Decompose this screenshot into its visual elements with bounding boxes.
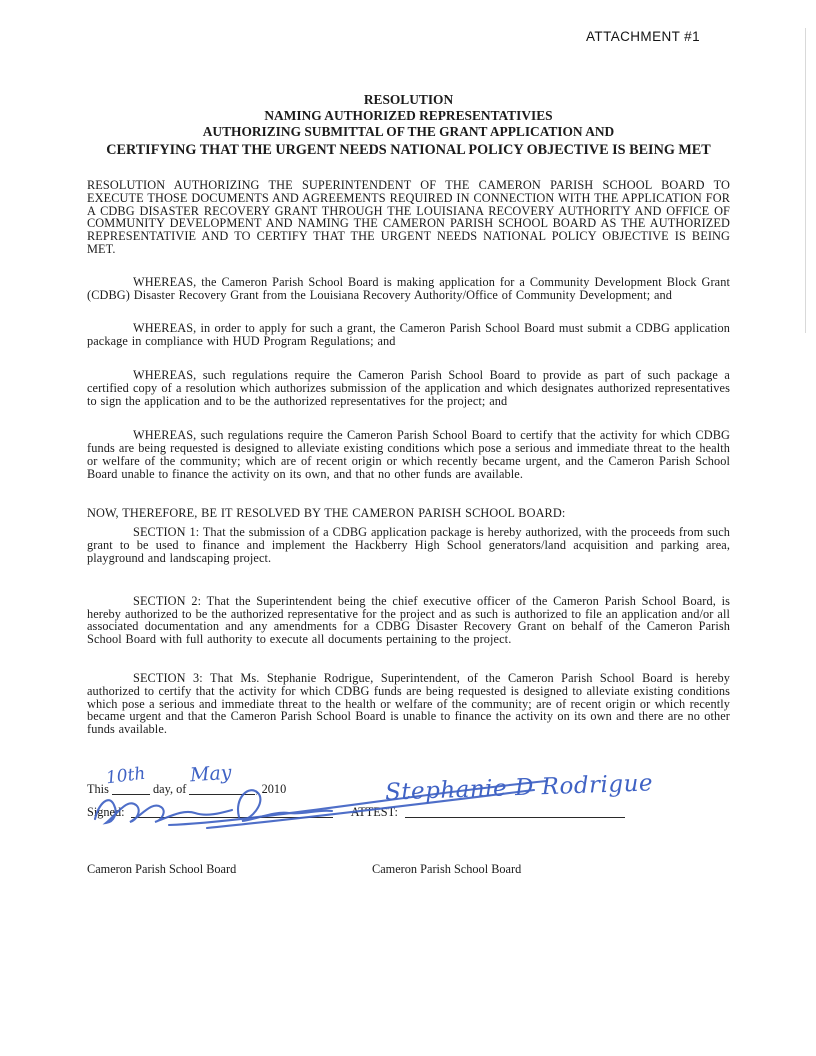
resolved-clause: NOW, THEREFORE, BE IT RESOLVED BY THE CAMERON PARISH SCHOOL BOARD:: [87, 505, 566, 520]
preamble-paragraph: RESOLUTION AUTHORIZING THE SUPERINTENDENT OF THE CAMERON PARISH SCHOOL BOARD TO EXECUTE THOSE DOCUMENTS AND AGREEMENTS REQUIRED IN CONNECTION WITH THE APPLICATION FOR A CDBG DISASTER RECOVERY GRANT THROUGH THE LOUISIANA RECOVERY AUTHORITY AND OFFICE OF COMMUNITY DEVELOPMENT AND NAMING THE CAMERON PARISH SCHOOL BOARD AS THE AUTHORIZED REPRESENTATIVIE AND TO CERTIFY THAT THE URGENT NEEDS NATIONAL POLICY OBJECTIVE IS BEING MET.: [87, 178, 730, 256]
attachment-label: ATTACHMENT #1: [586, 29, 700, 44]
title-line-2: NAMING AUTHORIZED REPRESENTATIVIES: [264, 108, 553, 123]
section-1-paragraph: SECTION 1: That the submission of a CDBG application package is hereby authorized, with the proceeds from such grant to be used to finance and implement the Hackberry High School generators/land acquisition and parking area, playground and landscaping project.: [87, 525, 730, 565]
title-line-4: CERTIFYING THAT THE URGENT NEEDS NATIONAL POLICY OBJECTIVE IS BEING MET: [106, 142, 711, 158]
attest-signature: Stephanie D Rodrigue: [384, 770, 654, 806]
scan-artifact-line: [805, 28, 806, 333]
footer-org-right: Cameron Parish School Board: [372, 862, 522, 876]
section-2-paragraph: SECTION 2: That the Superintendent being the chief executive officer of the Cameron Parish School Board, is hereby authorized to be the authorized representative for the project and as such is authorized to file an application and/or all associated documentation and any amendments for a CDBG Disaster Recovery Grant on behalf of the Cameron Parish School Board with full authority to execute all documents pertaining to the project.: [87, 593, 730, 647]
signature-area: [87, 761, 730, 858]
section-3-paragraph: SECTION 3: That Ms. Stephanie Rodrigue, Superintendent, of the Cameron Parish School Board is hereby authorized to certify that the activity for which CDBG funds are being requested is designed to alleviate existing conditions which pose a serious and immediate threat to the health or welfare of the community; are of recent origin or which recently became urgent and that the Cameron Parish School Board is unable to finance the activity on its own and there are no other funds available.: [87, 670, 730, 737]
month-handwritten: May: [189, 761, 233, 787]
attest-label: ATTEST:: [350, 805, 398, 819]
footer-org-left: Cameron Parish School Board: [87, 862, 237, 876]
whereas-paragraph-2: WHEREAS, in order to apply for such a grant, the Cameron Parish School Board must submit a CDBG application package in compliance with HUD Program Regulations; and: [87, 321, 730, 349]
day-handwritten: 10th: [104, 763, 147, 789]
document-content: [87, 0, 730, 736]
resolution-title: [87, 92, 730, 158]
signed-label: Signed:: [87, 805, 125, 819]
whereas-paragraph-4: WHEREAS, such regulations require the Cameron Parish School Board to certify that the activity for which CDBG funds are being requested is designed to alleviate existing conditions which pose a serious and immediate threat to the health or welfare of the community; which are of recent origin or which recently became urgent, and the Cameron Parish School Board unable to finance the activity on its own, and that no other funds are available.: [87, 428, 730, 481]
whereas-paragraph-1: WHEREAS, the Cameron Parish School Board is making application for a Community Development Block Grant (CDBG) Disaster Recovery Grant from the Louisiana Recovery Authority/Office of Community Development; and: [87, 274, 730, 302]
year-label: , 2010: [255, 782, 287, 796]
day-of-label: day, of: [153, 782, 187, 796]
whereas-paragraph-3: WHEREAS, such regulations require the Cameron Parish School Board to provide as part of such package a certified copy of a resolution which authorizes submission of the application and which designates authorized representatives to sign the application and to be the authorized representatives for the project; and: [87, 367, 730, 408]
title-line-1: RESOLUTION: [363, 92, 454, 107]
this-label: This: [87, 782, 109, 796]
title-line-3: AUTHORIZING SUBMITTAL OF THE GRANT APPLICATION AND: [202, 124, 615, 139]
